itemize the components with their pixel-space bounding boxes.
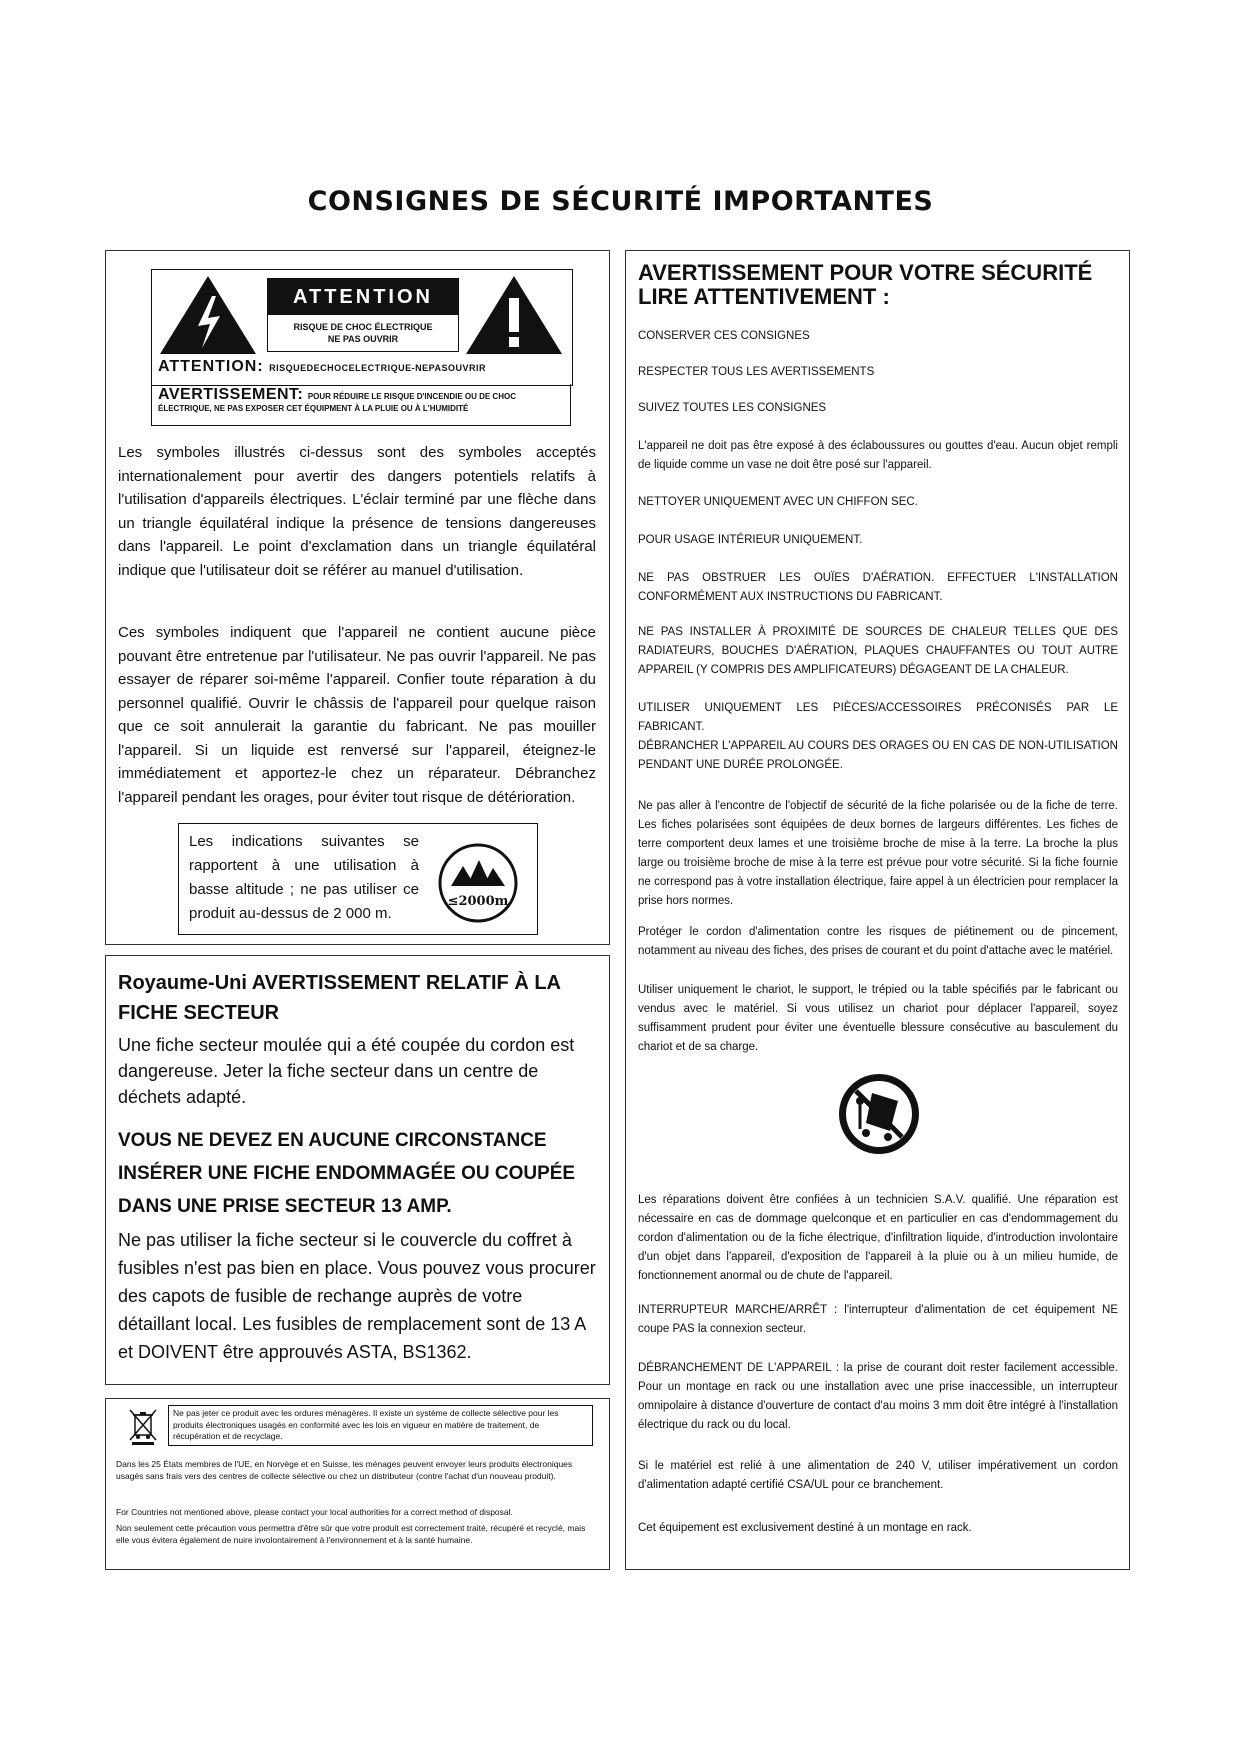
instruction-item: UTILISER UNIQUEMENT LES PIÈCES/ACCESSOIRES PRÉCONISÉS PAR LE FABRICANT. [638, 702, 1118, 733]
instruction-item: DÉBRANCHER L'APPAREIL AU COURS DES ORAGES OU EN CAS DE NON-UTILISATION PENDANT UNE DURÉE PROLONGÉE. [638, 740, 1118, 771]
instruction-item: DÉBRANCHEMENT DE L'APPAREIL : la prise de courant doit rester facilement accessible. Pour un montage en rack ou une installation avec une prise inaccessible, un interrupteur omnipolaire à distance d'ouverture de contact d'au moins 3 mm doit être intégré à l'installation électrique du rack ou du local. [638, 1362, 1118, 1431]
uk-plug-warning-section [105, 955, 610, 1385]
altitude-icon-label: ≤2000m [447, 894, 509, 909]
instruction-item: POUR USAGE INTÉRIEUR UNIQUEMENT. [638, 534, 863, 546]
instruction-item: NE PAS OBSTRUER LES OUÏES D'AÉRATION. EFFECTUER L'INSTALLATION CONFORMÉMENT AUX INSTRUCTIONS DU FABRICANT. [638, 572, 1118, 603]
instruction-item: RESPECTER TOUS LES AVERTISSEMENTS [638, 366, 875, 378]
page-title: CONSIGNES DE SÉCURITÉ IMPORTANTES [307, 186, 934, 217]
attention-header: ATTENTION [268, 279, 458, 315]
instruction-item: INTERRUPTEUR MARCHE/ARRÊT : l'interrupteur d'alimentation de cet équipement NE coupe PAS la connexion secteur. [638, 1304, 1118, 1335]
attention-line-small: RISQUEDECHOCELECTRIQUE-NEPASOUVRIR [269, 363, 486, 373]
crossed-bin-icon [128, 1407, 158, 1445]
weee-paragraph-2: For Countries not mentioned above, please contact your local authorities for a correct method of disposal. [116, 1507, 513, 1517]
uk-paragraph-2: Ne pas utiliser la fiche secteur si le couvercle du coffret à fusibles n'est pas bien en place. Vous pouvez vous procurer des capots de fusible de rechange auprès de votre détaillant local. Les fusibles de remplacement sont de 13 A et DOIVENT être approuvés ASTA, BS1362. [118, 1230, 596, 1362]
instruction-item: Les réparations doivent être confiées à un technicien S.A.V. qualifié. Une réparation est nécessaire en cas de dommage quelconque et en particulier en cas d'endommagement du cordon d'alimentation ou de la fiche électrique, d'infiltration liquide, d'introduction involontaire d'un objet dans l'appareil, d'exposition de l'appareil à la pluie ou à un milieu humide, de fonctionnement anormal ou de chute de l'appareil. [638, 1194, 1118, 1282]
weee-disposal-section [105, 1398, 610, 1570]
uk-warning: VOUS NE DEVEZ EN AUCUNE CIRCONSTANCE INSÉRER UNE FICHE ENDOMMAGÉE OU COUPÉE DANS UNE PRISE SECTEUR 13 AMP. [118, 1130, 576, 1217]
attention-block [267, 278, 459, 352]
instruction-item: Ne pas aller à l'encontre de l'objectif de sécurité de la fiche polarisée ou de la fiche de terre. Les fiches polarisées sont équipées de deux bornes de largeurs différentes. Les fiches de terre comportent deux lames et une troisième broche de mise à la terre. La broche la plus large ou troisième broche de mise à la terre est prévue pour votre sécurité. Si la fiche fournie ne correspond pas à votre installation électrique, faire appel à un électricien pour remplacer la prise hors normes. [638, 800, 1118, 907]
symbols-paragraph-1: Les symboles illustrés ci-dessus sont des symboles acceptés internationalement pour avertir des dangers potentiels relatifs à l'utilisation d'appareils électriques. L'éclair terminé par une flèche dans un triangle équilatéral indique la présence de tensions dangereuses dans l'appareil. Le point d'exclamation dans un triangle équilatéral indique que l'utilisateur doit se référer au manuel d'utilisation. [118, 444, 596, 579]
instruction-item: CONSERVER CES CONSIGNES [638, 330, 810, 342]
instruction-item: NETTOYER UNIQUEMENT AVEC UN CHIFFON SEC. [638, 496, 918, 508]
attention-sub-2: NE PAS OUVRIR [327, 334, 399, 344]
attention-line [158, 358, 568, 376]
safety-symbols-section [105, 250, 610, 945]
weee-paragraph-1: Dans les 25 États membres de l'UE, en Norvège et en Suisse, les ménages peuvent envoyer leurs produits électroniques usagés sans frais vers des centres de collecte sélective ou chez un distributeur (contre l'achat d'un nouveau produit). [116, 1459, 573, 1481]
avertissement-small-2: ÉLECTRIQUE, NE PAS EXPOSER CET ÉQUIPMENT À LA PLUIE OU À L'HUMIDITÉ [158, 404, 469, 413]
altitude-text: Les indications suivantes se rapportent à une utilisation à basse altitude ; ne pas utiliser ce produit au-dessus de 2 000 m. [189, 833, 419, 922]
symbols-paragraph-2: Ces symboles indiquent que l'appareil ne contient aucune pièce pouvant être entretenue par l'utilisateur. Ne pas ouvrir l'appareil. Ne pas essayer de réparer soi-même l'appareil. Confier toute réparation à du personnel qualifié. Ouvrir le châssis de l'appareil pour quelque raison que ce soit annulerait la garantie du fabricant. Ne pas mouiller l'appareil. Si un liquide est renversé sur l'appareil, éteignez-le immédiatement et apportez-le chez un réparateur. Débranchez l'appareil pendant les orages, pour éviter tout risque de détérioration. [118, 624, 596, 806]
instruction-item: Utiliser uniquement le chariot, le support, le trépied ou la table spécifiés par le fabricant ou vendus avec le matériel. Si vous utilisez un chariot pour déplacer l'appareil, soyez suffisamment prudent pour éviter une éventuelle blessure consécutive au basculement du chariot et de sa charge. [638, 984, 1118, 1053]
uk-title: Royaume-Uni AVERTISSEMENT RELATIF À LA FICHE SECTEUR [118, 972, 561, 1024]
instruction-item: Cet équipement est exclusivement destiné à un montage en rack. [638, 1522, 972, 1534]
lightning-triangle-icon [158, 274, 258, 356]
safety-instructions-section [625, 250, 1130, 1570]
instruction-item: Si le matériel est relié à une alimentation de 240 V, utiliser impérativement un cordon d'alimentation adapté certifié CSA/UL pour ce branchement. [638, 1460, 1118, 1491]
avertissement-big: AVERTISSEMENT: [158, 386, 304, 403]
altitude-notice [178, 823, 538, 935]
instruction-item: SUIVEZ TOUTES LES CONSIGNES [638, 402, 827, 414]
altitude-icon [437, 842, 519, 924]
uk-paragraph-1: Une fiche secteur moulée qui a été coupée du cordon est dangereuse. Jeter la fiche secteur dans un centre de déchets adapté. [118, 1035, 575, 1107]
avertissement-label [151, 384, 571, 426]
avertissement-small-1: POUR RÉDUIRE LE RISQUE D'INCENDIE OU DE CHOC [307, 392, 516, 401]
weee-top-text: Ne pas jeter ce produit avec les ordures ménagères. Il existe un système de collecte sélective pour les produits électroniques usagés en conformité avec les lois en vigueur en matière de traitement, de récupération et de recyclage. [168, 1405, 593, 1446]
cart-tip-over-warning-icon [836, 1071, 922, 1157]
instruction-item: L'appareil ne doit pas être exposé à des éclaboussures ou gouttes d'eau. Aucun objet rempli de liquide comme un vase ne doit être posé sur l'appareil. [638, 440, 1118, 471]
exclamation-triangle-icon [464, 274, 564, 356]
weee-paragraph-3: Non seulement cette précaution vous permettra d'être sûr que votre produit est correctement traité, récupéré et recyclé, mais elle vous évitera également de nuire involontairement à l'environnement et à la santé humaine. [116, 1523, 586, 1545]
safety-title: AVERTISSEMENT POUR VOTRE SÉCURITÉ LIRE ATTENTIVEMENT : [638, 260, 1093, 309]
attention-sub-1: RISQUE DE CHOC ÉLECTRIQUE [293, 322, 433, 332]
instruction-item: Protéger le cordon d'alimentation contre les risques de piétinement ou de pincement, notamment au niveau des fiches, des prises de courant et du point d'attache avec le matériel. [638, 926, 1118, 957]
instruction-item: NE PAS INSTALLER À PROXIMITÉ DE SOURCES DE CHALEUR TELLES QUE DES RADIATEURS, BOUCHES D'AÉRATION, PLAQUES CHAUFFANTES OU TOUT AUTRE APPAREIL (Y COMPRIS DES AMPLIFICATEURS) DÉGAGEANT DE LA CHALEUR. [638, 626, 1118, 676]
attention-warning-label [151, 269, 573, 386]
attention-line-big: ATTENTION: [158, 358, 264, 375]
